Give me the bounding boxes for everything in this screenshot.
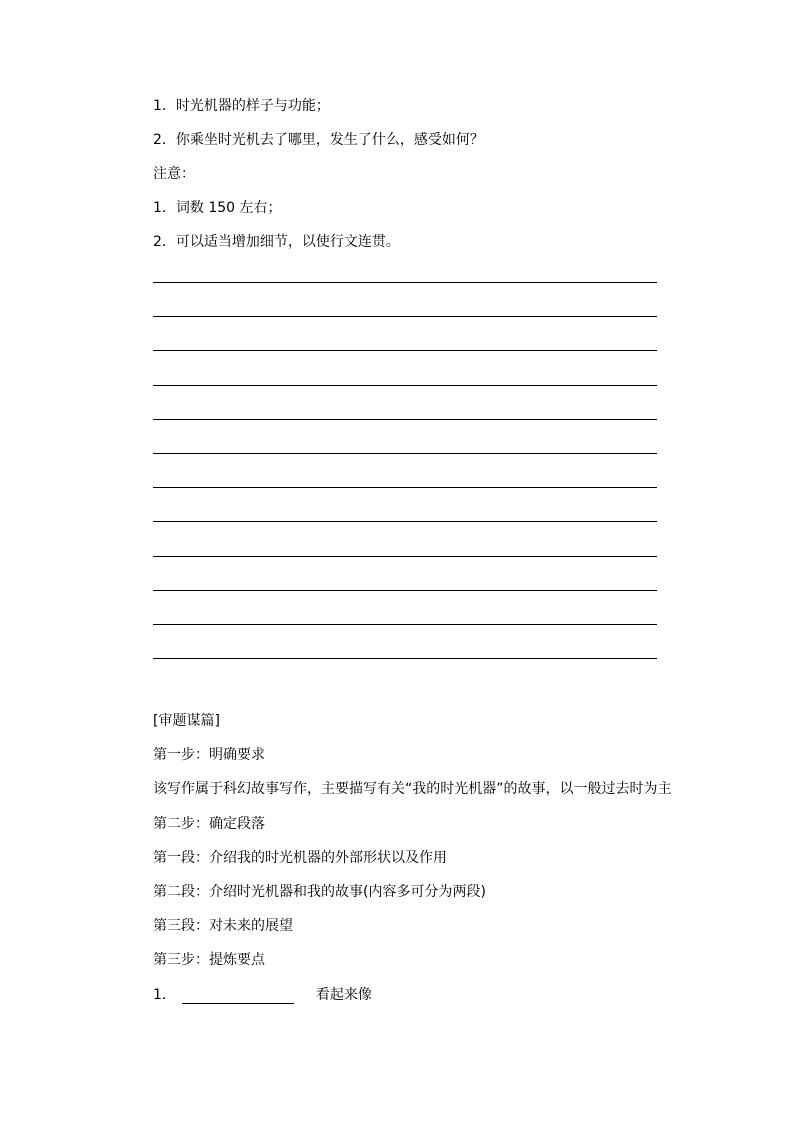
point-1-prefix: 1．	[153, 987, 176, 1003]
writing-line[interactable]	[153, 385, 657, 386]
point-1-suffix: 看起来像	[315, 987, 372, 1003]
writing-line[interactable]	[153, 624, 657, 625]
step-1-title: 第一步：明确要求	[153, 747, 265, 763]
writing-line[interactable]	[153, 350, 657, 351]
note-1: 1．词数 150 左右；	[153, 200, 282, 216]
question-1: 1．时光机器的样子与功能；	[153, 98, 330, 114]
analysis-heading: [审题谋篇]	[153, 713, 220, 729]
writing-line[interactable]	[153, 453, 657, 454]
writing-line[interactable]	[153, 487, 657, 488]
step-2-title: 第二步：确定段落	[153, 816, 265, 832]
writing-line[interactable]	[153, 590, 657, 591]
paragraph-3-plan: 第三段：对未来的展望	[153, 918, 293, 934]
paragraph-2-plan: 第二段：介绍时光机器和我的故事(内容多可分为两段)	[153, 884, 486, 900]
writing-line[interactable]	[153, 316, 657, 317]
point-1-blank[interactable]	[182, 989, 294, 1004]
step-1-text: 该写作属于科幻故事写作，主要描写有关“我的时光机器”的故事，以一般过去时为主	[153, 781, 672, 797]
note-2: 2．可以适当增加细节，以使行文连贯。	[153, 234, 400, 250]
writing-line[interactable]	[153, 282, 657, 283]
writing-line[interactable]	[153, 521, 657, 522]
writing-line[interactable]	[153, 658, 657, 659]
writing-line[interactable]	[153, 419, 657, 420]
paragraph-1-plan: 第一段：介绍我的时光机器的外部形状以及作用	[153, 850, 447, 866]
notes-heading: 注意：	[153, 166, 195, 182]
point-1	[153, 986, 372, 1004]
step-3-title: 第三步：提炼要点	[153, 952, 265, 968]
writing-line[interactable]	[153, 556, 657, 557]
question-2: 2．你乘坐时光机去了哪里，发生了什么，感受如何？	[153, 132, 484, 148]
